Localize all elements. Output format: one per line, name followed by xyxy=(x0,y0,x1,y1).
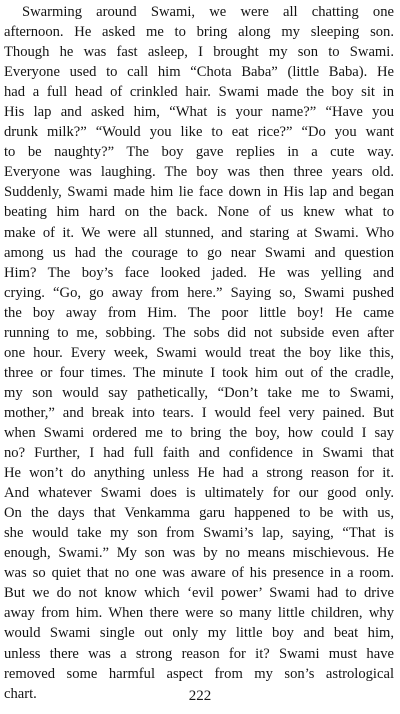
paragraph-line: would Swami single out only my little boy and beat him, xyxy=(4,625,394,642)
paragraph-line: no? Further, I had full faith and confidence in Swami that xyxy=(4,445,394,462)
paragraph-line: Him? The boy’s face looked jaded. He was yelling and xyxy=(4,264,394,281)
paragraph-line: away from him. When there were so many little children, why xyxy=(4,605,394,622)
paragraph-line: enough, Swami.” My son was by no means mischievous. He xyxy=(4,545,394,562)
paragraph-line: afternoon. He asked me to bring along my sleeping son. xyxy=(4,24,394,41)
paragraph-line: three or four times. The minute I took him out of the cradle, xyxy=(4,364,394,381)
paragraph-line: Everyone was laughing. The boy was then three years old. xyxy=(4,164,394,181)
paragraph-line: removed some harmful aspect from my son’s astrological xyxy=(4,665,394,682)
paragraph-line: crying. “Go, go away from here.” Saying so, Swami pushed xyxy=(4,284,394,301)
paragraph-line: And whatever Swami does is ultimately for our good only. xyxy=(4,485,394,502)
paragraph-line: among us had the courage to go near Swami and question xyxy=(4,244,394,261)
paragraph-line: unless there was a strong reason for it? Swami must have xyxy=(4,645,394,662)
body-paragraph xyxy=(4,2,394,704)
paragraph-line: the boy away from Him. The poor little boy! He came xyxy=(4,304,394,321)
paragraph-line: when Swami ordered me to bring the boy, how could I say xyxy=(4,424,394,441)
paragraph-line: Though he was fast asleep, I brought my son to Swami. xyxy=(4,44,394,61)
paragraph-line: my son would say pathetically, “Don’t take me to Swami, xyxy=(4,384,394,401)
paragraph-line: one hour. Every week, Swami would treat the boy like this, xyxy=(4,344,394,361)
paragraph-line: drunk milk?” “Would you like to eat rice?” “Do you want xyxy=(4,124,394,141)
paragraph-line: she would take my son from Swami’s lap, saying, “That is xyxy=(4,525,394,542)
paragraph-line: beating him hard on the back. None of us knew what to xyxy=(4,204,394,221)
paragraph-line: Suddenly, Swami made him lie face down in His lap and began xyxy=(4,184,394,201)
page-number: 222 xyxy=(188,688,212,704)
paragraph-line: Everyone used to call him “Chota Baba” (little Baba). He xyxy=(4,64,394,81)
paragraph-line: had a full head of crinkled hair. Swami made the boy sit in xyxy=(4,84,394,101)
paragraph-line: He won’t do anything unless He had a strong reason for it. xyxy=(4,465,394,482)
paragraph-line: was so quiet that no one was aware of his presence in a room. xyxy=(4,565,394,582)
paragraph-line: mother,” and break into tears. I would feel very pained. But xyxy=(4,404,394,421)
paragraph-line: chart. xyxy=(4,685,37,702)
paragraph-line: On the days that Venkamma garu happened to be with us, xyxy=(4,505,394,522)
paragraph-line: His lap and asked him, “What is your name?” “Have you xyxy=(4,104,394,121)
paragraph-line: But we do not know which ‘evil power’ Swami had to drive xyxy=(4,585,394,602)
paragraph-line: make of it. We were all stunned, and staring at Swami. Who xyxy=(4,224,394,241)
paragraph-line: to be naughty?” The boy gave replies in a cute way. xyxy=(4,144,394,161)
paragraph-line: running to me, sobbing. The sobs did not subside even after xyxy=(4,324,394,341)
paragraph-line: Swarming around Swami, we were all chatting one xyxy=(22,4,394,20)
